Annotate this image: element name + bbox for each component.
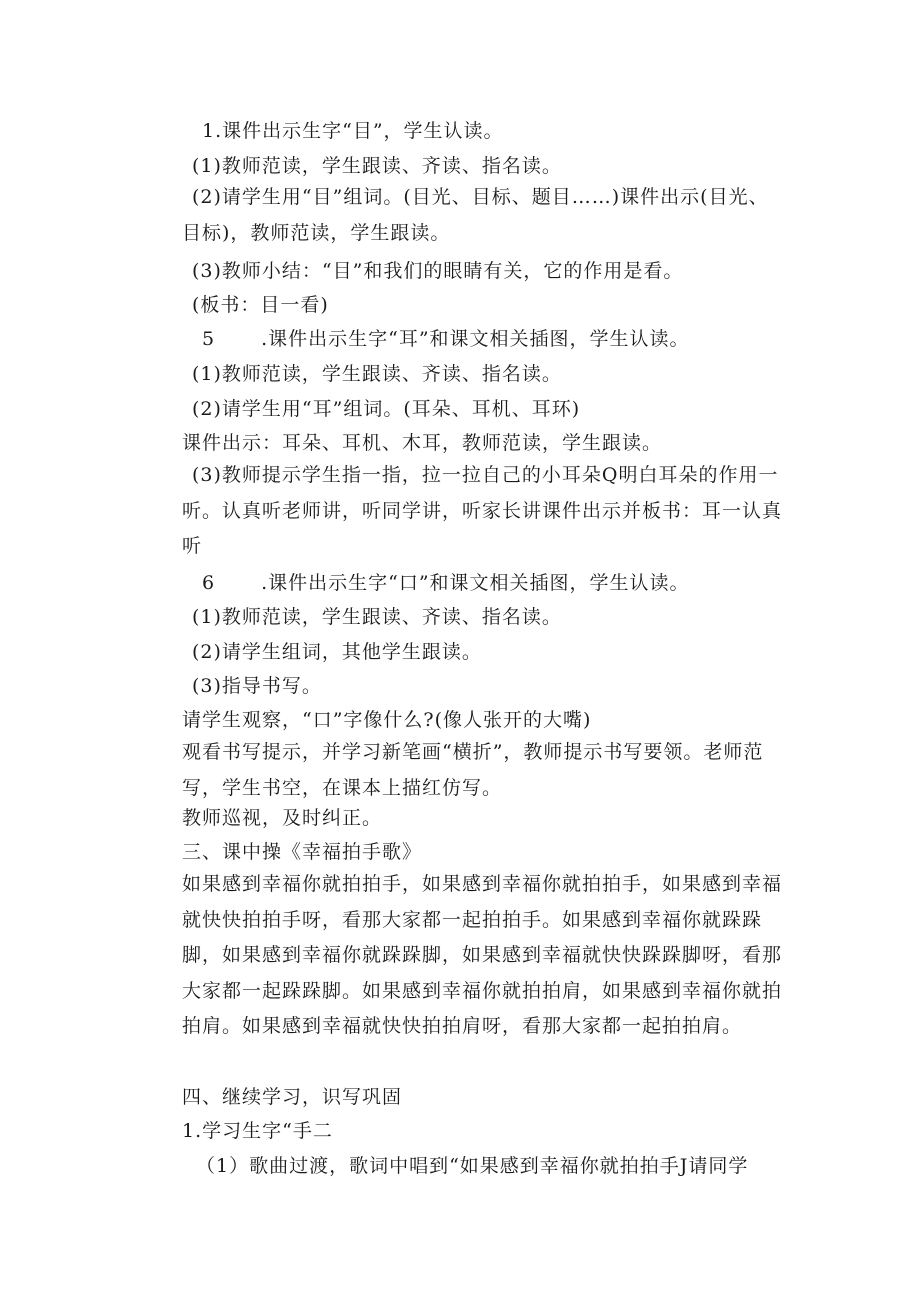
song-transition: （1）歌曲过渡，歌词中唱到“如果感到幸福你就拍拍手J请同学: [196, 1155, 749, 1177]
board-note-1: (板书：目一看): [192, 294, 329, 316]
section-three-heading: 三、课中操《幸福拍手歌》: [182, 841, 423, 863]
item-6-step-1: (1)教师范读，学生跟读、齐读、指名读。: [192, 606, 562, 628]
item-5-courseware: 课件出示：耳朵、耳机、木耳，教师范读，学生跟读。: [182, 432, 663, 454]
item-1-heading: 1.课件出示生字“目”，学生认读。: [202, 120, 504, 142]
observe-question: 请学生观察，“口”字像什么?(像人张开的大嘴): [182, 709, 592, 731]
item-6-step-3: (3)指导书写。: [192, 675, 322, 697]
learn-char-heading: 1.学习生字“手二: [182, 1120, 333, 1142]
song-lyrics: 如果感到幸福你就拍拍手，如果感到幸福你就拍拍手，如果感到幸福就快快拍拍手呀，看那大家都一起拍拍手。如果感到幸福你就跺跺脚，如果感到幸福你就跺跺脚，如果感到幸福就快快跺跺脚呀，看那大家都一起跺跺脚。如果感到幸福你就拍拍肩，如果感到幸福你就拍拍肩。如果感到幸福就快快拍拍肩呀，看那大家都一起拍拍肩。: [182, 873, 783, 1037]
item-5-heading: [202, 327, 802, 351]
item-5-number: 5: [202, 328, 216, 350]
item-5-text: .课件出示生字“耳”和课文相关插图，学生认读。: [261, 328, 690, 350]
item-5-step-2: (2)请学生用“耳”组词。(耳朵、耳机、耳环): [192, 398, 581, 420]
teacher-patrol: 教师巡视，及时纠正。: [182, 807, 383, 829]
item-6-heading: [202, 571, 802, 595]
item-1-step-1: (1)教师范读，学生跟读、齐读、指名读。: [192, 155, 562, 177]
section-four-heading: 四、继续学习，识写巩固: [182, 1086, 403, 1108]
item-6-step-2: (2)请学生组词，其他学生跟读。: [192, 641, 482, 663]
item-6-text: .课件出示生字“口”和课文相关插图，学生认读。: [261, 572, 690, 594]
item-1-step-3: (3)教师小结：“目”和我们的眼睛有关，它的作用是看。: [192, 260, 684, 282]
item-5-step-1: (1)教师范读，学生跟读、齐读、指名读。: [192, 363, 562, 385]
item-1-step-2: (2)请学生用“目”组词。(目光、目标、题目……)课件出示(目光、目标)，教师范读，学生跟读。: [182, 186, 769, 244]
item-6-number: 6: [202, 572, 216, 594]
writing-guidance: 观看书写提示，并学习新笔画“横折”，教师提示书写要领。老师范写，学生书空，在课本上描红仿写。: [182, 741, 764, 799]
item-5-step-3: (3)教师提示学生指一指，拉一拉自己的小耳朵Q明白耳朵的作用一听。认真听老师讲，听同学讲，听家长讲课件出示并板书：耳一认真听: [182, 464, 783, 557]
